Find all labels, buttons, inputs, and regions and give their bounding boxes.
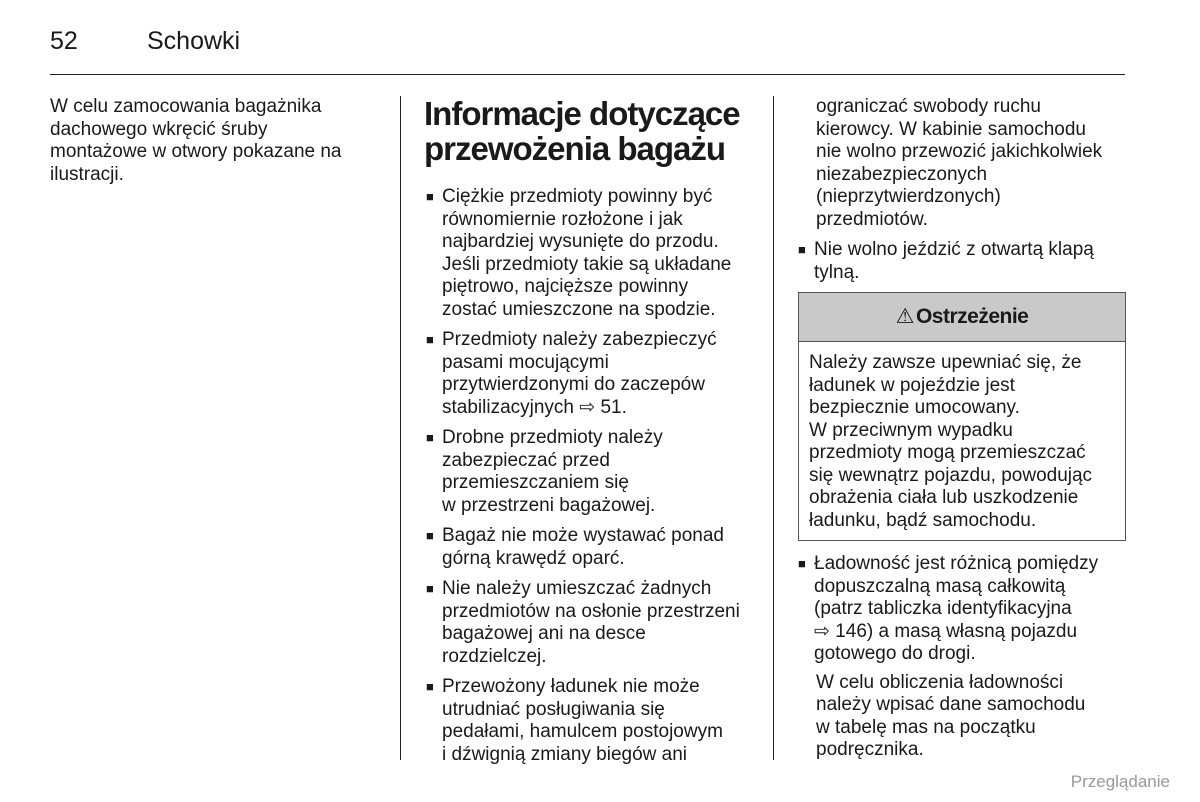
footer-watermark: Przeglądanie xyxy=(1070,772,1170,791)
bullet-cover-dashboard: ■ Nie należy umieszczać żadnych przedmiotów na osłonie przestrzeni bagażowej ani na desce rozdzielczej. xyxy=(424,578,759,668)
bullet-payload: ■ Ładowność jest różnicą pomiędzy dopuszczalną masą całkowitą (patrz tabliczka identyfikacyjna ⇨ 146) a masą własną pojazdu gotowego do drogi. xyxy=(796,553,1126,666)
tailgate-bullet-list xyxy=(796,239,1126,284)
column-divider-1 xyxy=(400,96,401,760)
warning-body: Należy zawsze upewniać się, że ładunek w pojeździe jest bezpiecznie umocowany. W przeciwnym wypadku przedmioty mogą przemieszczać się wewnątrz pojazdu, powodując obrażenia ciała lub uszkodzenie ładunku, bądź samochodu. xyxy=(809,352,1093,531)
bullet-seatback-height: ■ Bagaż nie może wystawać ponad górną krawędź oparć. xyxy=(424,525,759,570)
bullet-heavy-items: ■ Ciężkie przedmioty powinny być równomiernie rozłożone i jak najbardziej wysunięte do przodu. Jeśli przedmioty takie są układane piętrowo, najcięższe powinny zostać umieszczone na spodzie. xyxy=(424,186,759,321)
bullet-pedals: ■ Przewożony ładunek nie może utrudniać posługiwania się pedałami, hamulcem postojowym i dźwignią zmiany biegów ani xyxy=(424,676,759,766)
bullet-open-tailgate: ■ Nie wolno jeździć z otwartą klapą tylną. xyxy=(796,239,1126,284)
warning-title: Ostrzeżenie xyxy=(915,304,1029,328)
payload-note: W celu obliczenia ładowności należy wpisać dane samochodu w tabelę mas na początku podręcznika. xyxy=(816,671,1086,760)
column-middle xyxy=(424,96,759,774)
column-divider-2 xyxy=(773,96,774,760)
column-left xyxy=(50,96,380,186)
payload-bullet-list xyxy=(796,553,1126,666)
luggage-heading: Informacje dotyczące przewożenia bagażu xyxy=(424,95,740,167)
luggage-bullet-list xyxy=(424,186,759,766)
warning-box xyxy=(798,292,1126,541)
header-rule xyxy=(50,74,1125,75)
warning-header xyxy=(799,293,1125,342)
continuation-text: ograniczać swobody ruchu kierowcy. W kabinie samochodu nie wolno przewozić jakichkolwiek niezabezpieczonych (nieprzytwierdzonych) przedmiotów. xyxy=(816,96,1103,230)
bullet-straps: ■ Przedmioty należy zabezpieczyć pasami mocującymi przytwierdzonymi do zaczepów stabilizacyjnych ⇨ 51. xyxy=(424,329,759,419)
roof-rack-paragraph: W celu zamocowania bagażnika dachowego wkręcić śruby montażowe w otwory pokazane na ilustracji. xyxy=(50,96,342,185)
page-number: 52 xyxy=(50,27,78,55)
warning-triangle-icon: ⚠ xyxy=(895,304,914,328)
bullet-small-items: ■ Drobne przedmioty należy zabezpieczać przed przemieszczaniem się w przestrzeni bagażowej. xyxy=(424,427,759,517)
column-right xyxy=(796,96,1126,762)
section-title: Schowki xyxy=(147,27,241,55)
